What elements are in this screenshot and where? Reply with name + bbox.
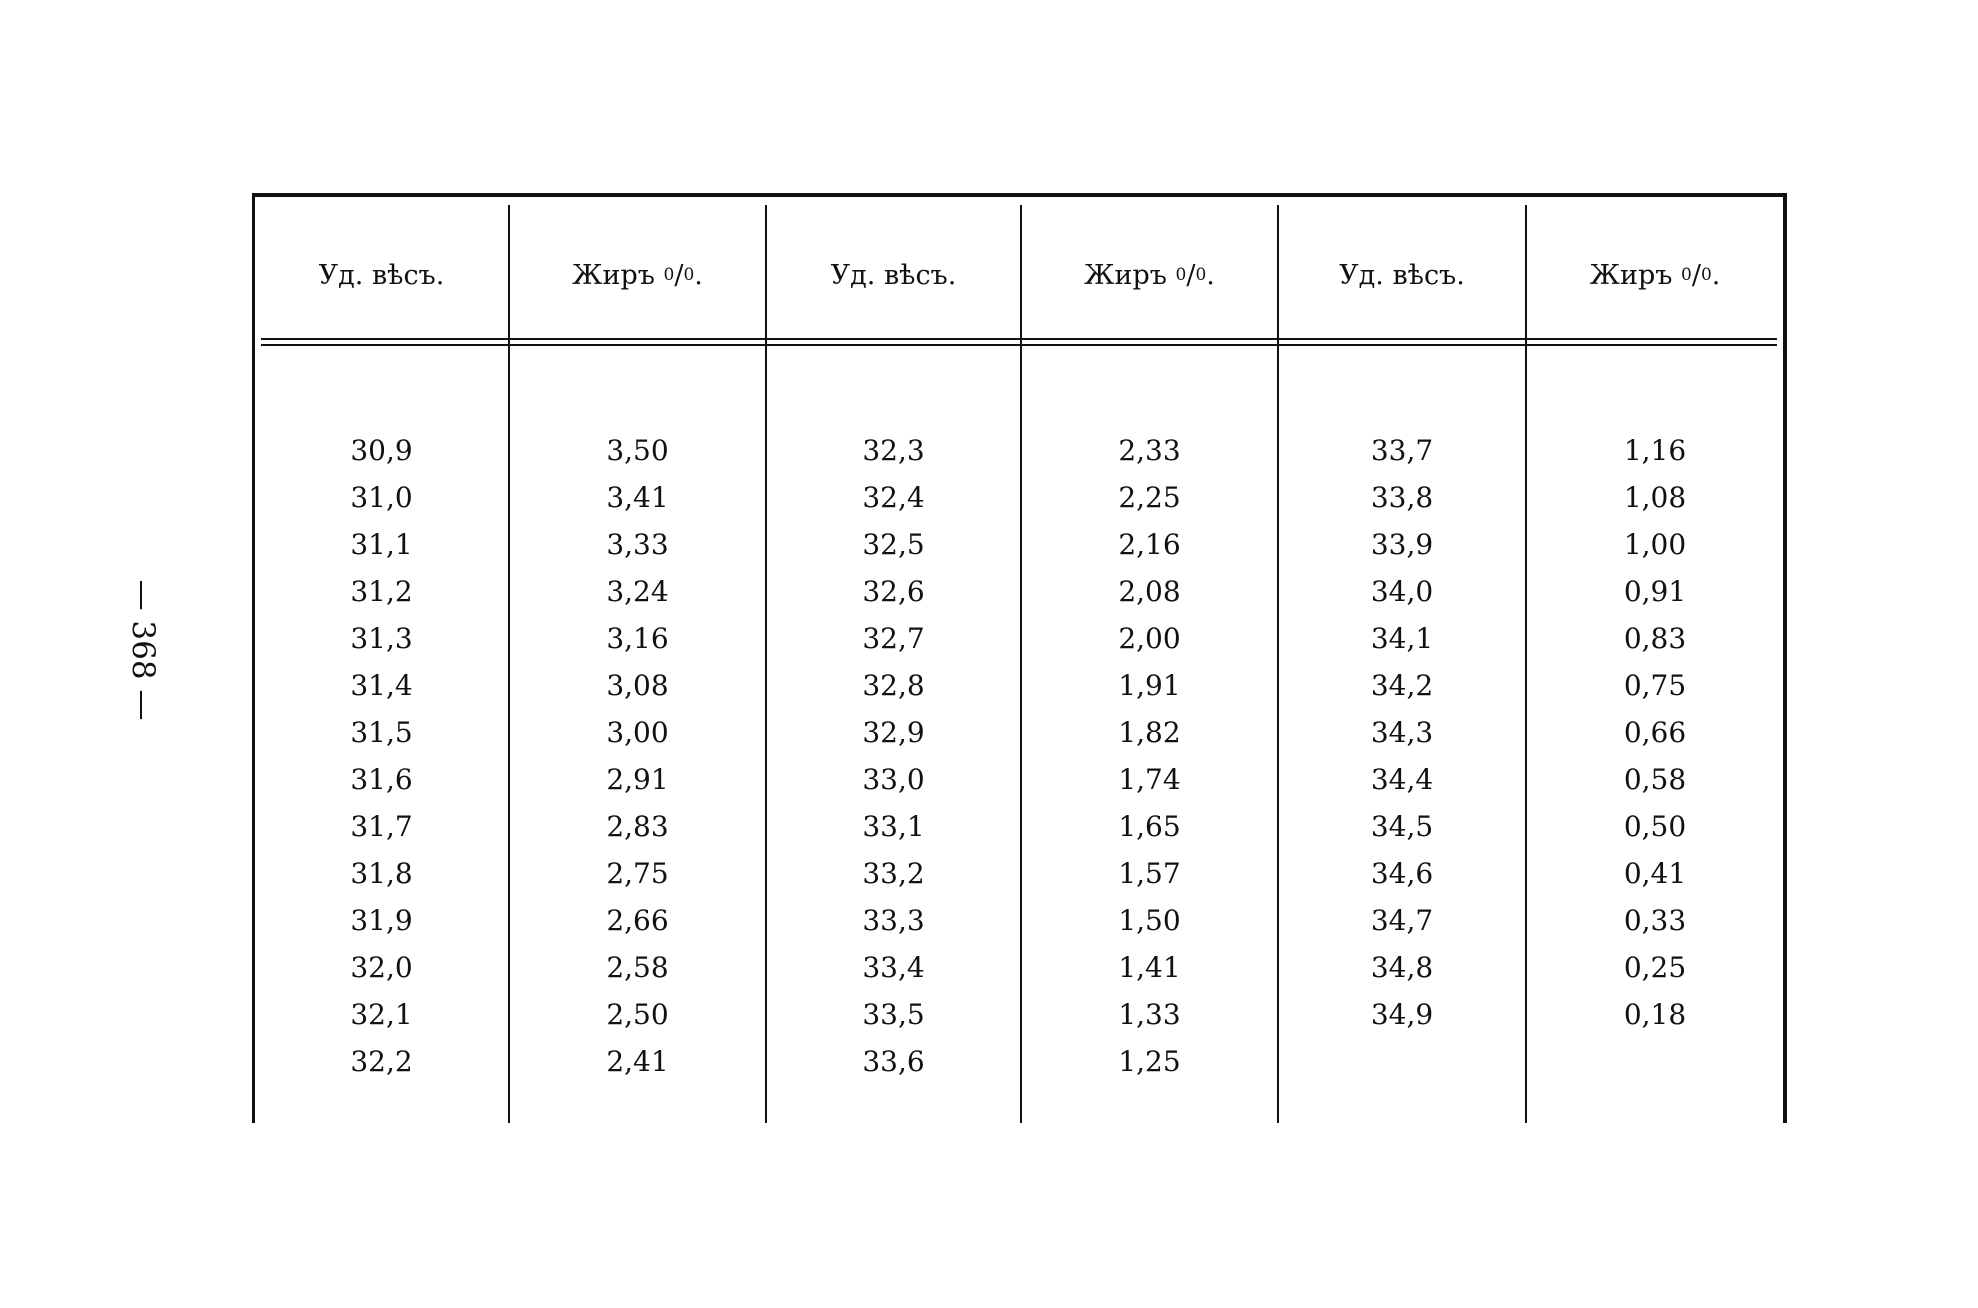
table-cell: 34,2 (1370, 669, 1434, 702)
table-cell: 34,0 (1370, 575, 1434, 608)
table-cell: 3,33 (606, 528, 669, 561)
header-specific-gravity (767, 255, 1020, 295)
table-cell: 3,08 (606, 669, 669, 702)
table-cell: 31,9 (350, 904, 413, 937)
table-cell: 1,65 (1118, 810, 1181, 843)
table-cell: 3,41 (606, 481, 669, 514)
table-cell: 1,57 (1118, 857, 1181, 890)
table-cell: 1,50 (1118, 904, 1181, 937)
table-cell: 0,41 (1623, 857, 1687, 890)
table-cell: 33,0 (862, 763, 925, 796)
table-cell: 32,8 (862, 669, 925, 702)
table-cell: 0,50 (1623, 810, 1687, 843)
header-label: Уд. вѣсъ. (318, 259, 445, 291)
table-cell: 0,58 (1623, 763, 1687, 796)
table-cell: 2,00 (1118, 622, 1181, 655)
percent-sign-num: 0 (1175, 265, 1187, 285)
table-cell: 32,6 (862, 575, 925, 608)
table-cell: 2,75 (606, 857, 669, 890)
table-cell: 32,1 (350, 998, 413, 1031)
header-label: Жиръ (1589, 259, 1673, 291)
table-cell: 33,4 (862, 951, 925, 984)
table-cell: 31,8 (350, 857, 413, 890)
header-rule (261, 338, 1777, 340)
table-cell: 33,3 (862, 904, 925, 937)
table-cell: 0,66 (1623, 716, 1687, 749)
table-cell: 31,7 (350, 810, 413, 843)
table-cell: 2,66 (606, 904, 669, 937)
table-cell: 31,0 (350, 481, 413, 514)
table-cell: 30,9 (350, 434, 413, 467)
table-cell: 33,2 (862, 857, 925, 890)
table-cell: 3,50 (606, 434, 669, 467)
header-specific-gravity (1279, 255, 1525, 295)
table-cell: 1,82 (1118, 716, 1181, 749)
table-cell: 32,9 (862, 716, 925, 749)
table-cell: 1,41 (1118, 951, 1181, 984)
table-cell: 33,5 (862, 998, 925, 1031)
table-cell: 34,5 (1370, 810, 1434, 843)
table-cell: 1,33 (1118, 998, 1181, 1031)
data-column (1279, 427, 1525, 1038)
table-cell: 32,7 (862, 622, 925, 655)
table-cell: 2,08 (1118, 575, 1181, 608)
percent-sign-den: 0 (683, 265, 695, 285)
percent-sign-den: 0 (1700, 265, 1712, 285)
table-cell: 3,00 (606, 716, 669, 749)
table-cell: 31,4 (350, 669, 413, 702)
percent-sign-num: 0 (663, 265, 675, 285)
table-cell: 2,58 (606, 951, 669, 984)
table-cell: 32,4 (862, 481, 925, 514)
table-cell: 1,08 (1623, 481, 1687, 514)
table-cell: 31,3 (350, 622, 413, 655)
table-cell: 33,1 (862, 810, 925, 843)
table-cell: 31,2 (350, 575, 413, 608)
table-cell: 0,91 (1623, 575, 1687, 608)
table-cell: 33,6 (862, 1045, 925, 1078)
header-fat-percent: Жиръ 0 / 0 . (1084, 259, 1215, 291)
table-cell: 3,16 (606, 622, 669, 655)
table-cell: 1,91 (1118, 669, 1181, 702)
data-column (1527, 427, 1783, 1038)
table-cell: 1,25 (1118, 1045, 1181, 1078)
data-column (510, 427, 765, 1085)
table-cell: 2,33 (1118, 434, 1181, 467)
table-cell: 34,7 (1370, 904, 1434, 937)
table-cell: 2,91 (606, 763, 669, 796)
table-cell: 32,0 (350, 951, 413, 984)
table-cell: 31,1 (350, 528, 413, 561)
table-cell: 34,1 (1370, 622, 1434, 655)
table-cell: 33,9 (1370, 528, 1434, 561)
table-cell: 0,33 (1623, 904, 1687, 937)
header-rule (261, 344, 1777, 346)
page-number: — 368 — (125, 579, 161, 721)
data-column (255, 427, 508, 1085)
table-cell: 1,16 (1623, 434, 1687, 467)
table-cell: 0,75 (1623, 669, 1687, 702)
data-column (767, 427, 1020, 1085)
percent-sign-den: 0 (1195, 265, 1207, 285)
header-label: Уд. вѣсъ. (830, 259, 957, 291)
table-cell: 34,6 (1370, 857, 1434, 890)
table-cell: 32,5 (862, 528, 925, 561)
header-fat-percent: Жиръ 0 / 0 . (572, 259, 703, 291)
table-cell: 31,6 (350, 763, 413, 796)
table-cell: 3,24 (606, 575, 669, 608)
table-cell: 34,8 (1370, 951, 1434, 984)
table-cell: 33,7 (1370, 434, 1434, 467)
table-cell: 32,2 (350, 1045, 413, 1078)
table-cell: 2,25 (1118, 481, 1181, 514)
table-cell: 0,25 (1623, 951, 1687, 984)
percent-sign-num: 0 (1681, 265, 1692, 285)
table-cell: 2,83 (606, 810, 669, 843)
table-cell: 34,4 (1370, 763, 1434, 796)
table-cell: 32,3 (862, 434, 925, 467)
table-cell: 2,41 (606, 1045, 669, 1078)
table-cell: 2,50 (606, 998, 669, 1031)
table-cell: 1,00 (1623, 528, 1687, 561)
table-cell: 2,16 (1118, 528, 1181, 561)
table-cell: 0,18 (1623, 998, 1687, 1031)
table-cell: 34,9 (1370, 998, 1434, 1031)
header-label: Уд. вѣсъ. (1339, 259, 1465, 291)
header-label: Жиръ (1084, 259, 1167, 291)
header-fat-percent: Жиръ 0 / 0 . (1589, 259, 1721, 291)
table-cell: 33,8 (1370, 481, 1434, 514)
table-cell: 31,5 (350, 716, 413, 749)
header-specific-gravity (255, 255, 508, 295)
header-label: Жиръ (572, 259, 655, 291)
table-cell: 0,83 (1623, 622, 1687, 655)
table-cell: 34,3 (1370, 716, 1434, 749)
table-cell: 1,74 (1118, 763, 1181, 796)
data-column (1022, 427, 1277, 1085)
data-table (252, 193, 1787, 1123)
